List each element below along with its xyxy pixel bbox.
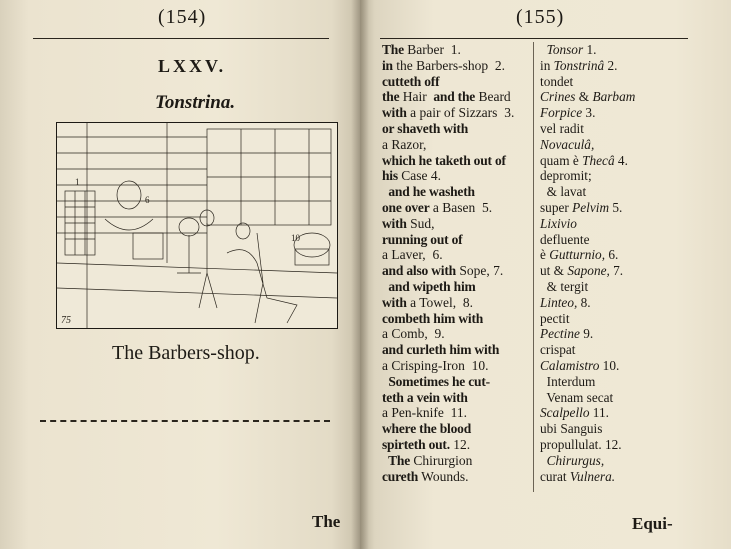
english-line xyxy=(382,89,532,105)
english-line xyxy=(382,279,532,295)
latin-line xyxy=(540,342,690,358)
latin-line xyxy=(540,311,690,327)
english-line xyxy=(382,74,532,90)
english-line xyxy=(382,153,532,169)
english-line xyxy=(382,200,532,216)
latin-line xyxy=(540,263,690,279)
latin-roman: 1. xyxy=(583,42,597,57)
label-1: 1 xyxy=(75,177,80,187)
chapter-number: LXXV. xyxy=(158,56,227,76)
english-blackletter: Sometimes he cut- xyxy=(382,373,490,389)
english-blackletter: running out of xyxy=(382,231,463,247)
english-blackletter: with xyxy=(382,215,407,231)
latin-roman: in xyxy=(540,57,554,73)
latin-italic: Gutturnio, xyxy=(549,247,606,263)
english-line xyxy=(382,437,532,453)
latin-roman: & tergit xyxy=(540,278,589,294)
latin-roman: 11. xyxy=(589,405,609,421)
english-line xyxy=(382,232,532,248)
english-line xyxy=(382,453,532,469)
english-roman: the Barbers-shop xyxy=(392,57,492,73)
latin-roman: ut & xyxy=(540,263,568,279)
english-blackletter: and also with xyxy=(382,263,456,279)
english-roman: Barber xyxy=(403,42,448,57)
plate-number: 75 xyxy=(61,315,71,326)
latin-italic: Tonstrinâ xyxy=(553,57,605,73)
english-blackletter: combeth him with xyxy=(382,310,484,326)
latin-line xyxy=(540,42,690,58)
latin-roman: & lavat xyxy=(540,184,587,200)
catchword-right: Equi- xyxy=(632,514,673,533)
latin-line xyxy=(540,295,690,311)
item-number: 5. xyxy=(478,199,493,215)
latin-line xyxy=(540,58,690,74)
latin-roman: 12. xyxy=(601,436,622,452)
english-roman: Case xyxy=(397,168,428,184)
latin-roman xyxy=(540,453,547,468)
english-roman: Wounds. xyxy=(418,468,469,484)
latin-roman: 9. xyxy=(579,326,594,342)
english-blackletter: teth a vein with xyxy=(382,389,468,405)
latin-roman: 4. xyxy=(614,152,628,168)
latin-line xyxy=(540,89,690,105)
english-blackletter: with xyxy=(382,294,407,310)
latin-italic: Lixivio xyxy=(540,215,577,231)
latin-line xyxy=(540,358,690,374)
latin-roman: quam è xyxy=(540,152,583,168)
latin-italic: Pelvim xyxy=(572,199,610,215)
latin-line xyxy=(540,105,690,121)
english-blackletter: the xyxy=(382,89,400,105)
latin-roman: 2. xyxy=(604,57,618,73)
english-roman: Sud, xyxy=(406,215,435,231)
latin-line xyxy=(540,437,690,453)
latin-italic: Novaculâ, xyxy=(540,136,595,152)
latin-italic: Calamistro xyxy=(540,357,600,373)
english-line xyxy=(382,121,532,137)
english-line xyxy=(382,137,532,153)
english-roman: Chirurgion xyxy=(410,452,473,468)
latin-italic: Sapone, xyxy=(567,263,610,279)
latin-roman: depromit; xyxy=(540,168,592,184)
english-line xyxy=(382,405,532,421)
item-number: 9. xyxy=(431,326,445,342)
latin-roman: defluente xyxy=(540,231,590,247)
english-blackletter: The xyxy=(382,452,411,468)
english-roman: a Basen xyxy=(429,199,479,215)
latin-line xyxy=(540,74,690,90)
latin-roman: 8. xyxy=(577,294,591,310)
english-column xyxy=(382,42,532,484)
barber-shop-illustration xyxy=(56,122,338,329)
latin-line xyxy=(540,453,690,469)
english-line xyxy=(382,105,532,121)
latin-column xyxy=(540,42,690,484)
latin-roman: ubi Sanguis xyxy=(540,421,603,437)
english-line xyxy=(382,311,532,327)
latin-line xyxy=(540,469,690,485)
item-number: 2. xyxy=(491,57,505,73)
item-number: 8. xyxy=(459,294,474,310)
latin-line xyxy=(540,247,690,263)
english-line xyxy=(382,342,532,358)
latin-italic: Vulnera. xyxy=(569,468,616,484)
english-blackletter: with xyxy=(382,105,407,121)
page-number-right: (155) xyxy=(516,6,565,28)
latin-italic: Scalpello xyxy=(540,405,590,421)
latin-roman: pectit xyxy=(540,310,570,326)
latin-italic: Tonsor xyxy=(546,42,584,57)
latin-line xyxy=(540,279,690,295)
latin-roman: è xyxy=(540,247,550,263)
english-blackletter: cutteth off xyxy=(382,73,440,89)
latin-italic: Crines xyxy=(540,89,576,105)
english-line xyxy=(382,42,532,58)
english-blackletter: cureth xyxy=(382,468,419,484)
english-roman: a Pen-knife xyxy=(382,405,448,421)
book-gutter xyxy=(351,0,369,549)
latin-italic: Thecâ xyxy=(582,152,615,168)
english-blackletter: one over xyxy=(382,199,430,215)
page-number-left: (154) xyxy=(158,6,207,28)
english-roman: a Towel, xyxy=(406,294,460,310)
latin-line xyxy=(540,374,690,390)
latin-line xyxy=(540,168,690,184)
catchword-left: The xyxy=(312,512,341,531)
item-number: 3. xyxy=(500,105,515,121)
latin-roman: Venam secat xyxy=(540,389,614,405)
english-roman: Sope, xyxy=(455,263,490,279)
item-number: 4. xyxy=(427,168,442,184)
label-6: 6 xyxy=(145,195,150,205)
english-blackletter: which he taketh out of xyxy=(382,152,506,168)
latin-italic: Forpice xyxy=(540,105,583,121)
item-number: 10. xyxy=(468,357,489,373)
english-line xyxy=(382,58,532,74)
latin-roman: super xyxy=(540,199,573,215)
english-line xyxy=(382,469,532,485)
english-line xyxy=(382,295,532,311)
english-line xyxy=(382,421,532,437)
latin-line xyxy=(540,421,690,437)
latin-line xyxy=(540,121,690,137)
english-blackletter: or shaveth with xyxy=(382,120,469,136)
english-line xyxy=(382,326,532,342)
column-divider xyxy=(533,42,534,492)
english-roman: Hair xyxy=(399,89,431,105)
item-number: 12. xyxy=(449,436,471,452)
english-blackletter: spirteth out. xyxy=(382,436,450,452)
latin-line xyxy=(540,326,690,342)
item-number: 11. xyxy=(447,405,467,421)
latin-line xyxy=(540,232,690,248)
header-rule-left xyxy=(33,38,329,39)
latin-roman: Interdum xyxy=(540,373,596,389)
latin-line xyxy=(540,137,690,153)
latin-roman xyxy=(540,42,547,57)
latin-italic: Barbam xyxy=(592,89,636,105)
illustration-caption: The Barbers-shop. xyxy=(112,342,260,364)
latin-italic: Chirurgus, xyxy=(546,452,605,468)
english-line xyxy=(382,168,532,184)
latin-roman: 7. xyxy=(609,263,624,279)
latin-roman: tondet xyxy=(540,73,574,89)
english-blackletter: and he washeth xyxy=(382,184,475,200)
latin-roman: & xyxy=(575,89,593,105)
english-roman: a Razor, xyxy=(382,136,427,152)
latin-line xyxy=(540,405,690,421)
latin-line xyxy=(540,216,690,232)
english-blackletter: and the xyxy=(430,89,476,105)
latin-line xyxy=(540,200,690,216)
header-rule-right xyxy=(380,38,688,39)
item-number: 6. xyxy=(429,247,443,263)
item-number: 1. xyxy=(447,42,461,57)
latin-italic: Linteo, xyxy=(540,294,578,310)
english-blackletter: where the blood xyxy=(382,421,472,437)
english-line xyxy=(382,247,532,263)
latin-roman: 6. xyxy=(605,247,619,263)
latin-roman: vel radit xyxy=(540,120,584,136)
english-line xyxy=(382,390,532,406)
english-line xyxy=(382,263,532,279)
english-line xyxy=(382,358,532,374)
footer-rule-left xyxy=(40,420,330,422)
english-blackletter: his xyxy=(382,168,398,184)
latin-line xyxy=(540,184,690,200)
english-roman: a Crisping-Iron xyxy=(382,357,469,373)
english-blackletter: in xyxy=(382,57,393,73)
latin-italic: Pectine xyxy=(540,326,580,342)
latin-line xyxy=(540,390,690,406)
latin-roman: propullulat. xyxy=(540,436,602,452)
english-line xyxy=(382,184,532,200)
english-blackletter: and curleth him with xyxy=(382,342,500,358)
english-roman: Beard xyxy=(475,89,511,105)
english-line xyxy=(382,216,532,232)
english-roman: a Comb, xyxy=(382,326,432,342)
latin-title: Tonstrina. xyxy=(155,92,236,113)
english-blackletter: and wipeth him xyxy=(382,278,476,294)
left-page xyxy=(0,0,360,549)
latin-line xyxy=(540,153,690,169)
item-number: 7. xyxy=(489,263,504,279)
label-10: 10 xyxy=(291,233,300,243)
latin-roman: 3. xyxy=(582,105,596,121)
latin-roman: curat xyxy=(540,468,570,484)
english-line xyxy=(382,374,532,390)
latin-roman: 10. xyxy=(599,357,620,373)
latin-roman: 5. xyxy=(609,199,623,215)
english-roman: a pair of Sizzars xyxy=(406,105,501,121)
latin-roman: crispat xyxy=(540,342,576,358)
english-blackletter: The xyxy=(382,42,404,57)
english-roman: a Laver, xyxy=(382,247,430,263)
